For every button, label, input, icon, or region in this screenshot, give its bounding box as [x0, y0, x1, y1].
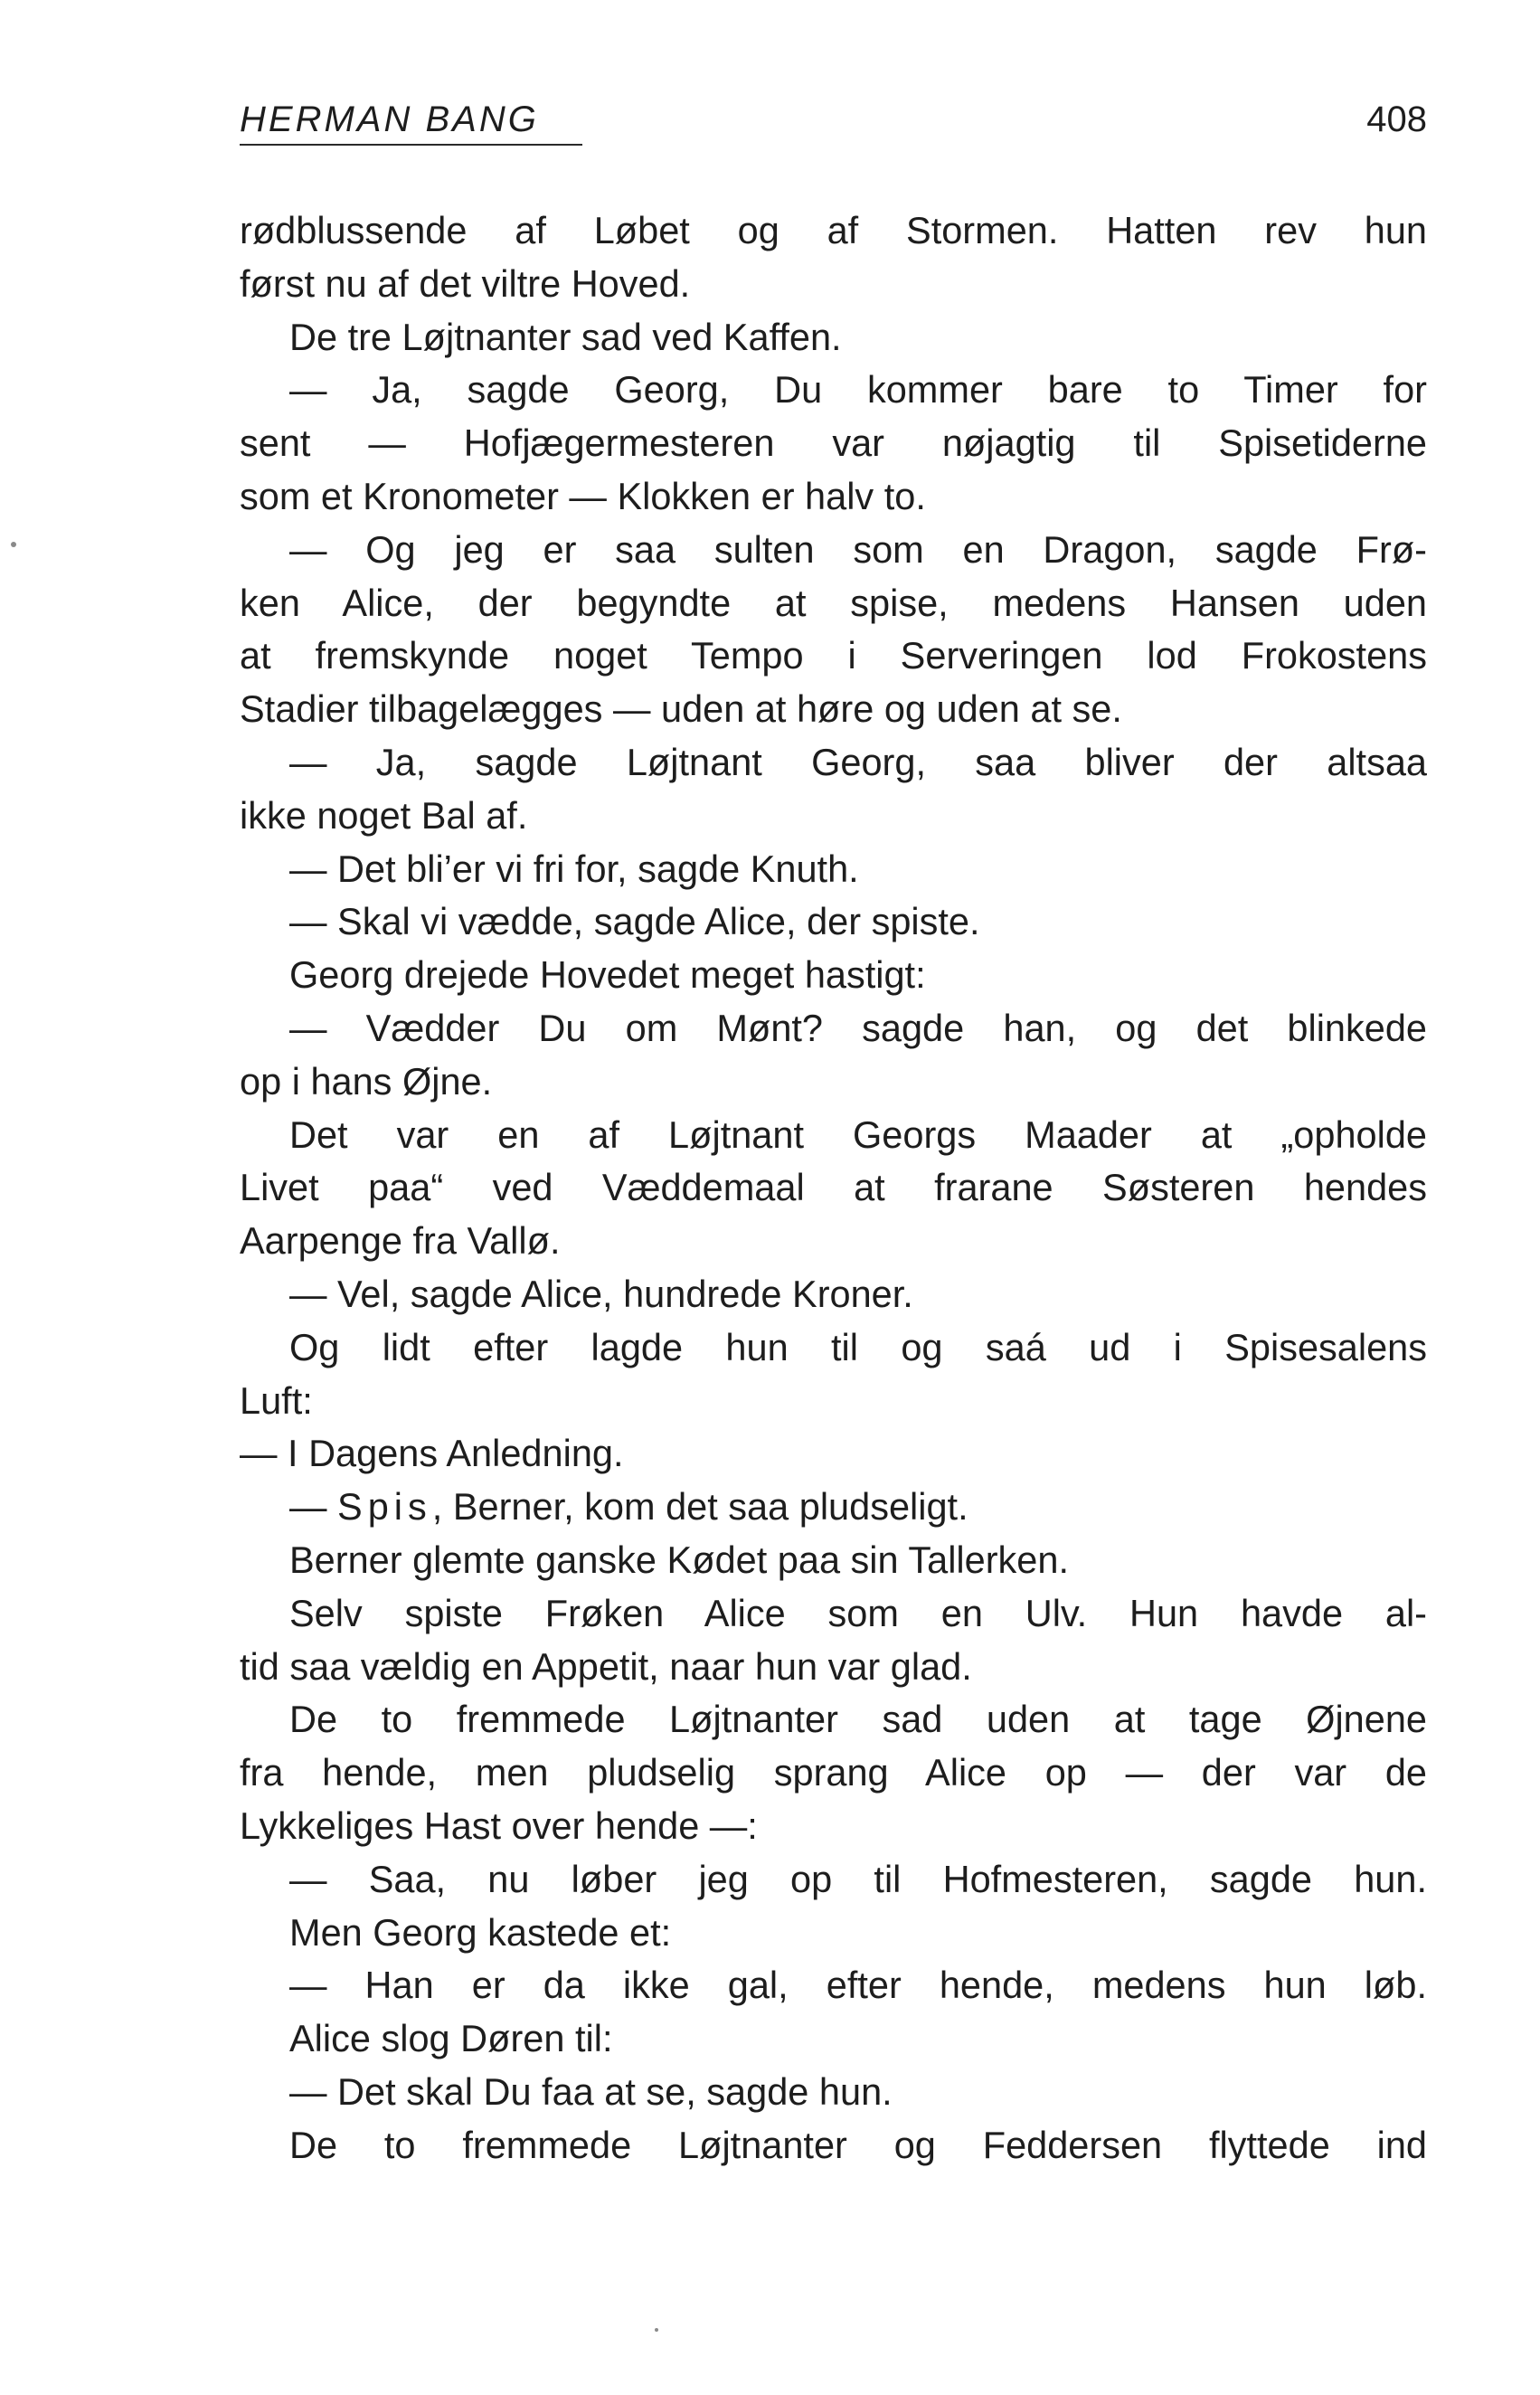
text-line: Berner glemte ganske Kødet paa sin Tallerken. [289, 1538, 1069, 1581]
text-line: De to fremmede Løjtnanter og Feddersen flyttede ind [289, 2123, 1427, 2166]
spaced-word: Spis [337, 1485, 432, 1529]
text-line: Selv spiste Frøken Alice som en Ulv. Hun havde al- [289, 1591, 1427, 1634]
scan-speck [11, 542, 16, 547]
body-text [240, 204, 1427, 2172]
text-line: Det var en af Løjtnant Georgs Maader at „opholde [289, 1112, 1427, 1156]
text-line-with-spaced-word: — Spis, Berner, kom det saa pludseligt. [289, 1485, 968, 1529]
text-line: at fremskynde noget Tempo i Serveringen lod Frokostens [240, 634, 1427, 677]
running-title: HERMAN BANG [240, 95, 582, 146]
text-line: Lykkeliges Hast over hende —: [240, 1803, 758, 1847]
scan-speck [655, 2328, 658, 2332]
text-line: — Vædder Du om Mønt? sagde han, og det blinkede [289, 1006, 1427, 1049]
text-line: — Og jeg er saa sulten som en Dragon, sagde Frø- [289, 527, 1427, 571]
text-line: — Han er da ikke gal, efter hende, medens hun løb. [289, 1964, 1427, 2007]
text-line: tid saa vældig en Appetit, naar hun var glad. [240, 1644, 972, 1688]
text-line: — Skal vi vædde, sagde Alice, der spiste. [289, 900, 980, 943]
text-line: Og lidt efter lagde hun til og saá ud i Spisesalens [289, 1325, 1427, 1368]
text-line: — Ja, sagde Løjtnant Georg, saa bliver der altsaa [289, 740, 1427, 783]
text-line: Georg drejede Hovedet meget hastigt: [289, 953, 926, 997]
text-line: sent — Hofjægermesteren var nøjagtig til Spisetiderne [240, 421, 1427, 465]
text-line: Men Georg kastede et: [289, 1910, 672, 1954]
text-line: som et Kronometer — Klokken er halv to. [240, 474, 926, 517]
text-line: Livet paa“ ved Væddemaal at frarane Søsteren hendes [240, 1166, 1427, 1209]
text-line: op i hans Øjne. [240, 1059, 493, 1103]
text-line-remainder: , Berner, kom det saa pludseligt. [431, 1485, 968, 1529]
text-line: Stadier tilbagelægges — uden at høre og uden at se. [240, 687, 1122, 731]
text-line: De tre Løjtnanter sad ved Kaffen. [289, 315, 842, 358]
text-line: — Det skal Du faa at se, sagde hun. [289, 2069, 893, 2113]
text-line: fra hende, men pludselig sprang Alice op — der var de [240, 1751, 1427, 1794]
text-line: — I Dagens Anledning. [240, 1432, 624, 1475]
text-line: De to fremmede Løjtnanter sad uden at tage Øjnene [289, 1698, 1427, 1741]
text-line: Alice slog Døren til: [289, 2017, 613, 2060]
page-number: 408 [1366, 99, 1427, 139]
text-line: ken Alice, der begyndte at spise, medens Hansen uden [240, 581, 1427, 624]
text-line: først nu af det viltre Hoved. [240, 261, 691, 305]
text-line: Luft: [240, 1378, 313, 1422]
text-line: — Vel, sagde Alice, hundrede Kroner. [289, 1272, 913, 1315]
text-line: rødblussende af Løbet og af Stormen. Hatten rev hun [240, 209, 1427, 251]
running-header [240, 95, 1427, 149]
text-line: — Det bli’er vi fri for, sagde Knuth. [289, 847, 859, 890]
text-line: Aarpenge fra Vallø. [240, 1219, 561, 1263]
text-line: — Saa, nu løber jeg op til Hofmesteren, sagde hun. [289, 1857, 1427, 1900]
text-line: — Ja, sagde Georg, Du kommer bare to Timer for [289, 368, 1427, 412]
text-line: ikke noget Bal af. [240, 793, 528, 837]
